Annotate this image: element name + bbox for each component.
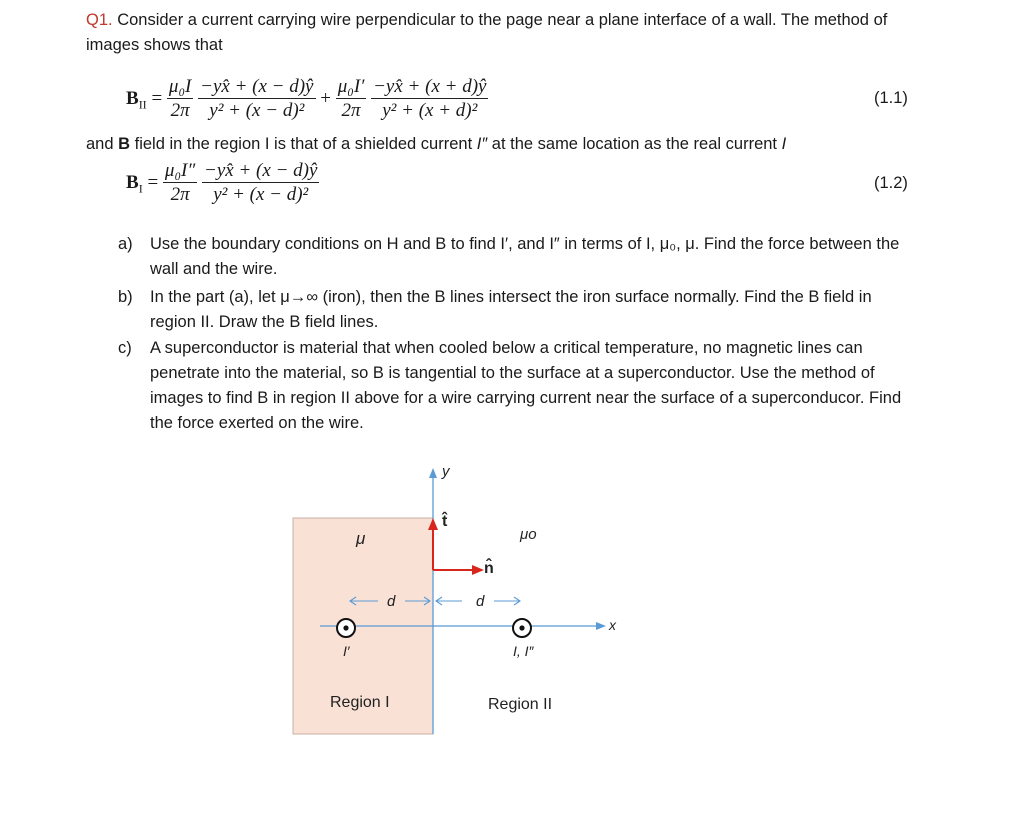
real-current-label: I, I″ xyxy=(513,643,534,659)
eq1-lhs-sub: II xyxy=(138,97,147,112)
region-i-statement: and B field in the region I is that of a shielded current I″ at the same location as the real current I xyxy=(86,135,787,153)
question-number: Q1. xyxy=(86,11,113,29)
n-label: n̂ xyxy=(484,560,494,577)
eq1-t2-coef-num: μ₀I′ xyxy=(337,76,365,97)
eq2-lhs-sub: I xyxy=(138,181,143,196)
eq2-lhs: B xyxy=(126,171,139,193)
d-left-label: d xyxy=(387,593,396,610)
eq2-coef-den: 2π xyxy=(170,184,190,205)
t-label: t̂ xyxy=(442,513,448,530)
mu-right-label: μo xyxy=(520,526,537,543)
d-right-label: d xyxy=(476,593,485,610)
y-axis-arrow xyxy=(429,468,437,478)
part-b-label: b) xyxy=(118,288,133,306)
mu-left-label: μ xyxy=(356,529,366,548)
equation-number-1-2: (1.2) xyxy=(874,174,908,192)
part-c-text: A superconductor is material that when cooled below a critical temperature, no magnetic lines can penetrate into the material, so B is tangential to the surface at a superconductor. Use the method of images to find B in region II above for a wire carrying current near the surface of a superconducor. Find the force exerted on the wire. xyxy=(150,339,902,432)
x-axis-label: x xyxy=(609,617,616,633)
image-current-label: I′ xyxy=(343,643,350,659)
eq1-t1-vec-num: −yx̂ + (x − d)ŷ xyxy=(200,76,314,97)
real-wire-symbol xyxy=(513,619,531,637)
eq1-t1-coef-num: μ₀I xyxy=(168,76,192,97)
eq1-t1-coef-den: 2π xyxy=(170,100,190,121)
eq1-t2-coef-den: 2π xyxy=(341,100,361,121)
eq1-t2-vec-den: y² + (x + d)² xyxy=(382,100,478,121)
equation-1-1: $B_{II}$ = $\frac{\text{μ₀I}}{2\pi}$ $\frac{-yx̂ + (x - d)ŷ}{\text{y² + (x − d)²}}$ + $\frac{\text{μ₀I′}}{2\pi}$ $\frac{-yx̂ + (x + d)ŷ}{\text{y² + (x + d)²}}$ xyxy=(126,76,487,121)
eq2-vec-den: y² + (x − d)² xyxy=(213,184,309,205)
region-ii-label: Region II xyxy=(488,696,553,713)
intro-text: Consider a current carrying wire perpendicular to the page near a plane interface of a wall. The method of images shows that xyxy=(86,11,888,54)
eq1-t1-vec-den: y² + (x − d)² xyxy=(209,100,305,121)
part-b-text: In the part (a), let μ→∞ (iron), then the B lines intersect the iron surface normally. Find the B field in region II. Draw the B field lines. xyxy=(150,288,872,331)
part-a-label: a) xyxy=(118,235,133,253)
equation-1-2: $B_I$ = $\frac{\text{μ₀I″}}{2\pi}$ $\frac{-yx̂ + (x - d)ŷ}{\text{y² + (x − d)²}}$ xyxy=(126,160,318,205)
eq2-vec-num: −yx̂ + (x − d)ŷ xyxy=(204,160,318,181)
region-i-label: Region I xyxy=(330,694,390,711)
equation-number-1-1: (1.1) xyxy=(874,89,908,107)
eq1-t2-vec-num: −yx̂ + (x + d)ŷ xyxy=(373,76,487,97)
y-axis-label: y xyxy=(442,463,450,480)
part-c-label: c) xyxy=(118,339,132,357)
part-a-text: Use the boundary conditions on H and B to find I′, and I″ in terms of I, μ₀, μ. Find the force between the wall and the wire. xyxy=(150,235,900,278)
eq2-coef-num: μ₀I″ xyxy=(164,160,196,181)
eq1-lhs: B xyxy=(126,87,139,109)
n-vector-head xyxy=(472,565,484,575)
x-axis-arrow xyxy=(596,622,606,630)
image-wire-symbol xyxy=(337,619,355,637)
